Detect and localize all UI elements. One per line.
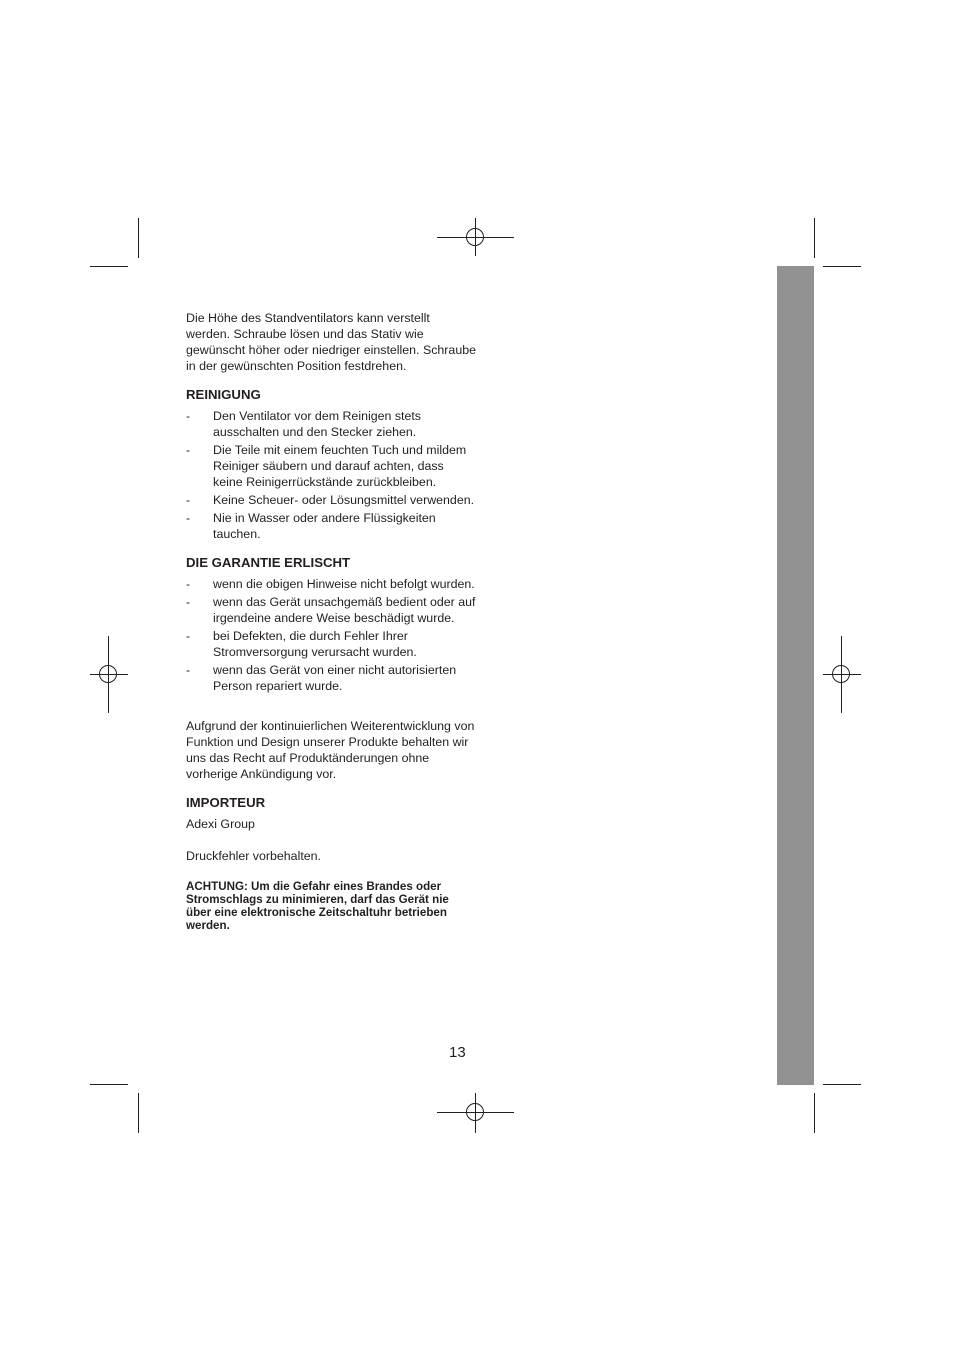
crop-mark-top-right-vertical [814,218,815,258]
side-tab-bar [777,266,814,1085]
warranty-list [186,576,476,694]
list-item: - wenn die obigen Hinweise nicht befolgt wurden. [186,577,475,591]
crop-mark-top-left-vertical [138,218,139,258]
crop-mark-bottom-left-vertical [138,1093,139,1133]
crop-mark-bottom-right-vertical [814,1093,815,1133]
crop-mark-bottom-left-horizontal [90,1084,128,1085]
list-item: - bei Defekten, die durch Fehler Ihrer Stromversorgung verursacht wurden. [186,629,417,659]
list-item: - Nie in Wasser oder andere Flüssigkeiten tauchen. [186,511,436,541]
intro-paragraph: Die Höhe des Standventilators kann verstellt werden. Schraube lösen und das Stativ wie gewünscht höher oder niedriger einstellen. Schraube in der gewünschten Position festdrehen. [186,311,476,373]
document-body [186,310,476,932]
list-item: - wenn das Gerät unsachgemäß bedient oder auf irgendeine andere Weise beschädigt wurde. [186,595,476,625]
crop-mark-top-right-horizontal [823,266,861,267]
importer-heading: IMPORTEUR [186,795,266,810]
page-number: 13 [449,1044,466,1061]
warranty-heading: DIE GARANTIE ERLISCHT [186,555,351,570]
cleaning-list [186,408,476,542]
misprint-note: Druckfehler vorbehalten. [186,849,321,863]
list-item: - Keine Scheuer- oder Lösungsmittel verwenden. [186,493,475,507]
cleaning-heading: REINIGUNG [186,387,261,402]
crop-mark-top-left-horizontal [90,266,128,267]
list-item: - Den Ventilator vor dem Reinigen stets ausschalten und den Stecker ziehen. [186,409,421,439]
list-item: - wenn das Gerät von einer nicht autorisierten Person repariert wurde. [186,663,457,693]
list-item: - Die Teile mit einem feuchten Tuch und mildem Reiniger säubern und darauf achten, dass keine Reinigerrückstände zurückbleiben. [186,443,467,489]
safety-warning: ACHTUNG: Um die Gefahr eines Brandes oder Stromschlags zu minimieren, darf das Gerät nie über eine elektronische Zeitschaltuhr betrieben werden. [186,880,449,932]
notice-paragraph: Aufgrund der kontinuierlichen Weiterentwicklung von Funktion und Design unserer Produkte behalten wir uns das Recht auf Produktänderungen ohne vorherige Ankündigung vor. [186,719,475,781]
importer-name: Adexi Group [186,817,255,831]
crop-mark-bottom-right-horizontal [823,1084,861,1085]
